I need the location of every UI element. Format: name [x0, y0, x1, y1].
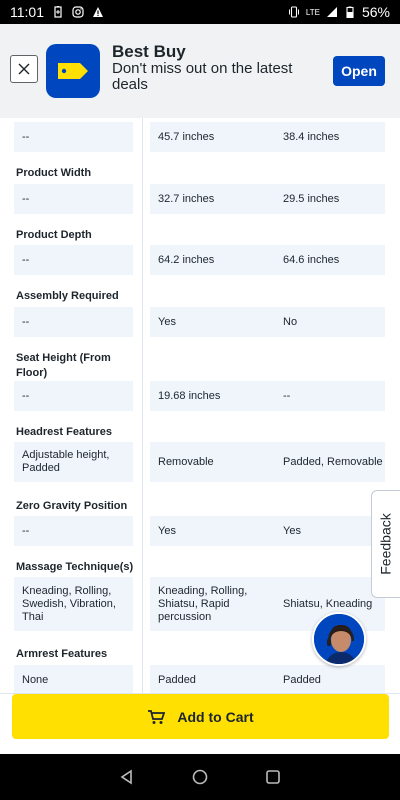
- spec-value-product-2: Kneading, Rolling, Shiatsu, Rapid percussion: [158, 584, 248, 623]
- banner-subtitle: Don't miss out on the latest deals: [112, 60, 293, 93]
- spec-value-product-3: 38.4 inches: [283, 130, 340, 143]
- spec-value-product-3: Padded: [283, 673, 321, 686]
- back-icon[interactable]: [118, 768, 136, 786]
- spec-value-product-3: 29.5 inches: [283, 192, 340, 205]
- spec-value-product-3: 64.6 inches: [283, 253, 340, 266]
- spec-value-product-2: 32.7 inches: [158, 192, 215, 205]
- feedback-label: [378, 513, 394, 574]
- spec-cell-products-2-3: [150, 442, 385, 482]
- spec-cell-products-2-3: [150, 381, 385, 411]
- spec-label: Armrest Features: [16, 648, 108, 660]
- close-icon: [17, 62, 31, 76]
- spec-comparison: [0, 118, 400, 693]
- spec-cell-product-1: --: [14, 245, 133, 275]
- spec-value-product-3: --: [283, 389, 291, 402]
- spec-value-product-3: Padded, Removable: [283, 455, 383, 468]
- spec-cell-product-1: --: [14, 122, 133, 152]
- spec-label: Headrest Features: [16, 426, 112, 438]
- spec-label: Zero Gravity Position: [16, 500, 128, 512]
- feedback-tab[interactable]: [371, 490, 400, 598]
- spec-cell-products-2-3: [150, 245, 385, 275]
- recent-apps-icon[interactable]: [264, 768, 282, 786]
- spec-value-product-2: Padded: [158, 673, 196, 686]
- banner-title: Best Buy: [112, 42, 186, 61]
- spec-value-product-2: Yes: [158, 524, 176, 537]
- spec-cell-products-2-3: [150, 122, 385, 152]
- spec-label: Assembly Required: [16, 290, 119, 302]
- add-to-cart-button[interactable]: [12, 694, 389, 739]
- status-bar: [0, 0, 400, 24]
- spec-value-product-2: 64.2 inches: [158, 253, 215, 266]
- spec-value-product-3: Shiatsu, Kneading: [283, 597, 373, 610]
- spec-cell-products-2-3: [150, 184, 385, 214]
- best-buy-logo: [46, 44, 100, 98]
- spec-label: Seat Height (From Floor): [16, 352, 111, 379]
- instagram-icon: [72, 6, 84, 18]
- system-nav-bar: [0, 754, 400, 800]
- spec-value-product-2: 19.68 inches: [158, 389, 221, 402]
- spec-value-product-2: 45.7 inches: [158, 130, 215, 143]
- spec-label: Product Width: [16, 167, 92, 179]
- spec-cell-products-2-3: [150, 307, 385, 337]
- battery-icon: [344, 6, 356, 18]
- cart-area: [0, 693, 400, 754]
- signal-icon: [326, 6, 338, 18]
- status-time: 11:01: [10, 4, 44, 20]
- spec-label: Product Depth: [16, 229, 92, 241]
- spec-cell-products-2-3: [150, 516, 385, 546]
- spec-cell-product-1: --: [14, 516, 133, 546]
- home-icon[interactable]: [191, 768, 209, 786]
- spec-value-product-2: Yes: [158, 315, 176, 328]
- feedback-text: Feedback: [378, 513, 395, 575]
- add-to-cart-label: Add to Cart: [177, 708, 254, 725]
- cart-icon: [147, 709, 165, 725]
- column-divider: [142, 118, 143, 693]
- spec-cell-products-2-3: [150, 665, 385, 693]
- vibrate-icon: [288, 6, 300, 18]
- spec-cell-product-1: Adjustable height, Padded: [14, 442, 133, 482]
- spec-cell-product-1: --: [14, 307, 133, 337]
- spec-cell-product-1: --: [14, 184, 133, 214]
- open-app-button[interactable]: Open: [333, 56, 385, 86]
- spec-cell-product-1: --: [14, 381, 133, 411]
- alert-icon: [92, 6, 104, 18]
- spec-label: Massage Technique(s): [16, 561, 134, 573]
- spec-cell-product-1: None: [14, 665, 133, 693]
- battery-saver-icon: [52, 6, 64, 18]
- app-banner: [0, 24, 400, 118]
- battery-level: 56%: [361, 4, 390, 20]
- network-type: LTE: [305, 7, 320, 17]
- spec-cell-product-1: Kneading, Rolling, Swedish, Vibration, Thai: [14, 577, 133, 631]
- close-banner-button[interactable]: [10, 55, 38, 83]
- price-tag-icon: [56, 59, 90, 83]
- spec-value-product-3: No: [283, 315, 298, 328]
- chat-assistant-avatar[interactable]: [312, 612, 366, 666]
- spec-value-product-2: Removable: [158, 455, 214, 468]
- spec-value-product-3: Yes: [283, 524, 301, 537]
